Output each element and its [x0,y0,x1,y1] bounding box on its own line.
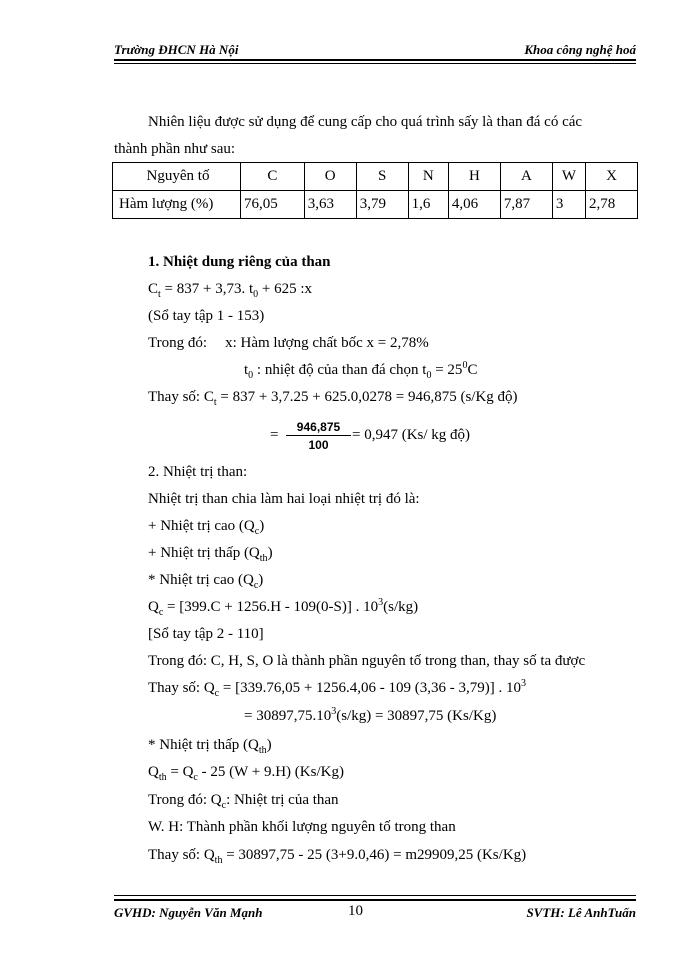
page-header [114,40,636,62]
table-header-row [113,163,638,191]
footer-rule [114,899,636,901]
table-header-cell: N [408,163,448,191]
header-faculty: Khoa công nghệ hoá [524,42,636,57]
table-row [113,191,638,219]
low-value-formula: $Q_{th} = Q_c - 25$ (W + 9.H) (Ks/Kg) [148,764,344,783]
table-cell: 4,06 [448,191,500,219]
table-cell: Hàm lượng (%) [113,191,241,219]
high-value-calc-2: = $30897,75.10^3(s/kg) = 30897,75$ (Ks/Kg) [244,706,497,724]
specific-heat-result: = 0,947 (Ks/ kg độ) [352,427,471,443]
where-line-5: W. H: Thành phần khối lượng nguyên tố trong than [148,819,456,835]
intro-line-1: Nhiên liệu được sử dụng để cung cấp cho quá trình sấy là than đá có các [148,114,583,130]
header-school: Trường ĐHCN Hà Nội [114,42,239,57]
table-cell: 1,6 [408,191,448,219]
header-rule-thin [114,63,636,64]
where-line-2: $t_0$ : nhiệt độ của than đá chọn $t_0 = 25^0C$ [244,360,478,381]
where-line-1: Trong đó: x: Hàm lượng chất bốc x = 2,78% [148,335,429,351]
high-value-formula: $Q_c = [399.C + 1256.H - 109(0-S)]$ . $10^3(s/kg)$ [148,597,419,618]
table-cell: 76,05 [241,191,305,219]
table-cell: 2,78 [585,191,637,219]
table-cell: 3 [552,191,585,219]
page-number: 10 [348,903,363,919]
reference-1: (Sổ tay tập 1 - 153) [148,308,265,324]
fraction [286,420,351,452]
intro-line-2: thành phần như sau: [114,141,236,157]
page-footer [114,895,636,925]
table-header-cell: S [356,163,408,191]
specific-heat-calc-1: Thay số: $C_t = 837 + 3,7.25 + 625.0,0278 = 946,875$ (s/Kg độ) [148,389,518,408]
calorific-intro: Nhiệt trị than chia làm hai loại nhiệt trị đó là: [148,491,420,507]
composition-table [112,162,638,219]
fraction-numerator: 946,875 [286,420,351,436]
calc-2-equals: = [270,427,279,443]
low-value-heading: * Nhiệt trị thấp $(Q_{th})$ [148,737,272,756]
reference-2: [Sổ tay tập 2 - 110] [148,626,264,642]
where-line-3: Trong đó: C, H, S, O là thành phần nguyên tố trong than, thay số ta được [148,653,586,669]
where-line-4: Trong đó: $Q_c$: Nhiệt trị của than [148,792,339,811]
table-cell: 3,79 [356,191,408,219]
low-value-calc: Thay số: $Q_{th} = 30897,75 - 25$ (3+9.0,46) = m29909,25 (Ks/Kg) [148,847,527,866]
table-cell: 3,63 [304,191,356,219]
high-value-heading: * Nhiệt trị cao $(Q_c)$ [148,572,264,591]
footer-student: SVTH: Lê AnhTuấn [526,905,636,920]
table-header-cell: W [552,163,585,191]
section-1-title: 1. Nhiệt dung riêng của than [148,254,331,270]
footer-rule-thin [114,895,636,896]
header-rule [114,59,636,61]
footer-supervisor: GVHD: Nguyễn Văn Mạnh [114,905,263,920]
table-header-cell: X [585,163,637,191]
list-item-high: + Nhiệt trị cao $(Q_c)$ [148,518,265,537]
table-header-cell: O [304,163,356,191]
table-header-cell: C [241,163,305,191]
table-cell: 7,87 [500,191,552,219]
specific-heat-formula: $C_t = 837 + 3,73$. $t_0 + 625$ :x [148,281,313,300]
section-2-title: 2. Nhiệt trị than: [148,464,248,480]
fraction-denominator: 100 [308,438,329,452]
list-item-low: + Nhiệt trị thấp $(Q_{th})$ [148,545,273,564]
high-value-calc-1: Thay số: $Q_c = [339.76,05 + 1256.4,06 - 109$ (3,36 - 3,79)] . $10^3$ [148,678,527,699]
table-header-cell: H [448,163,500,191]
table-header-cell: Nguyên tố [113,163,241,191]
table-header-cell: A [500,163,552,191]
